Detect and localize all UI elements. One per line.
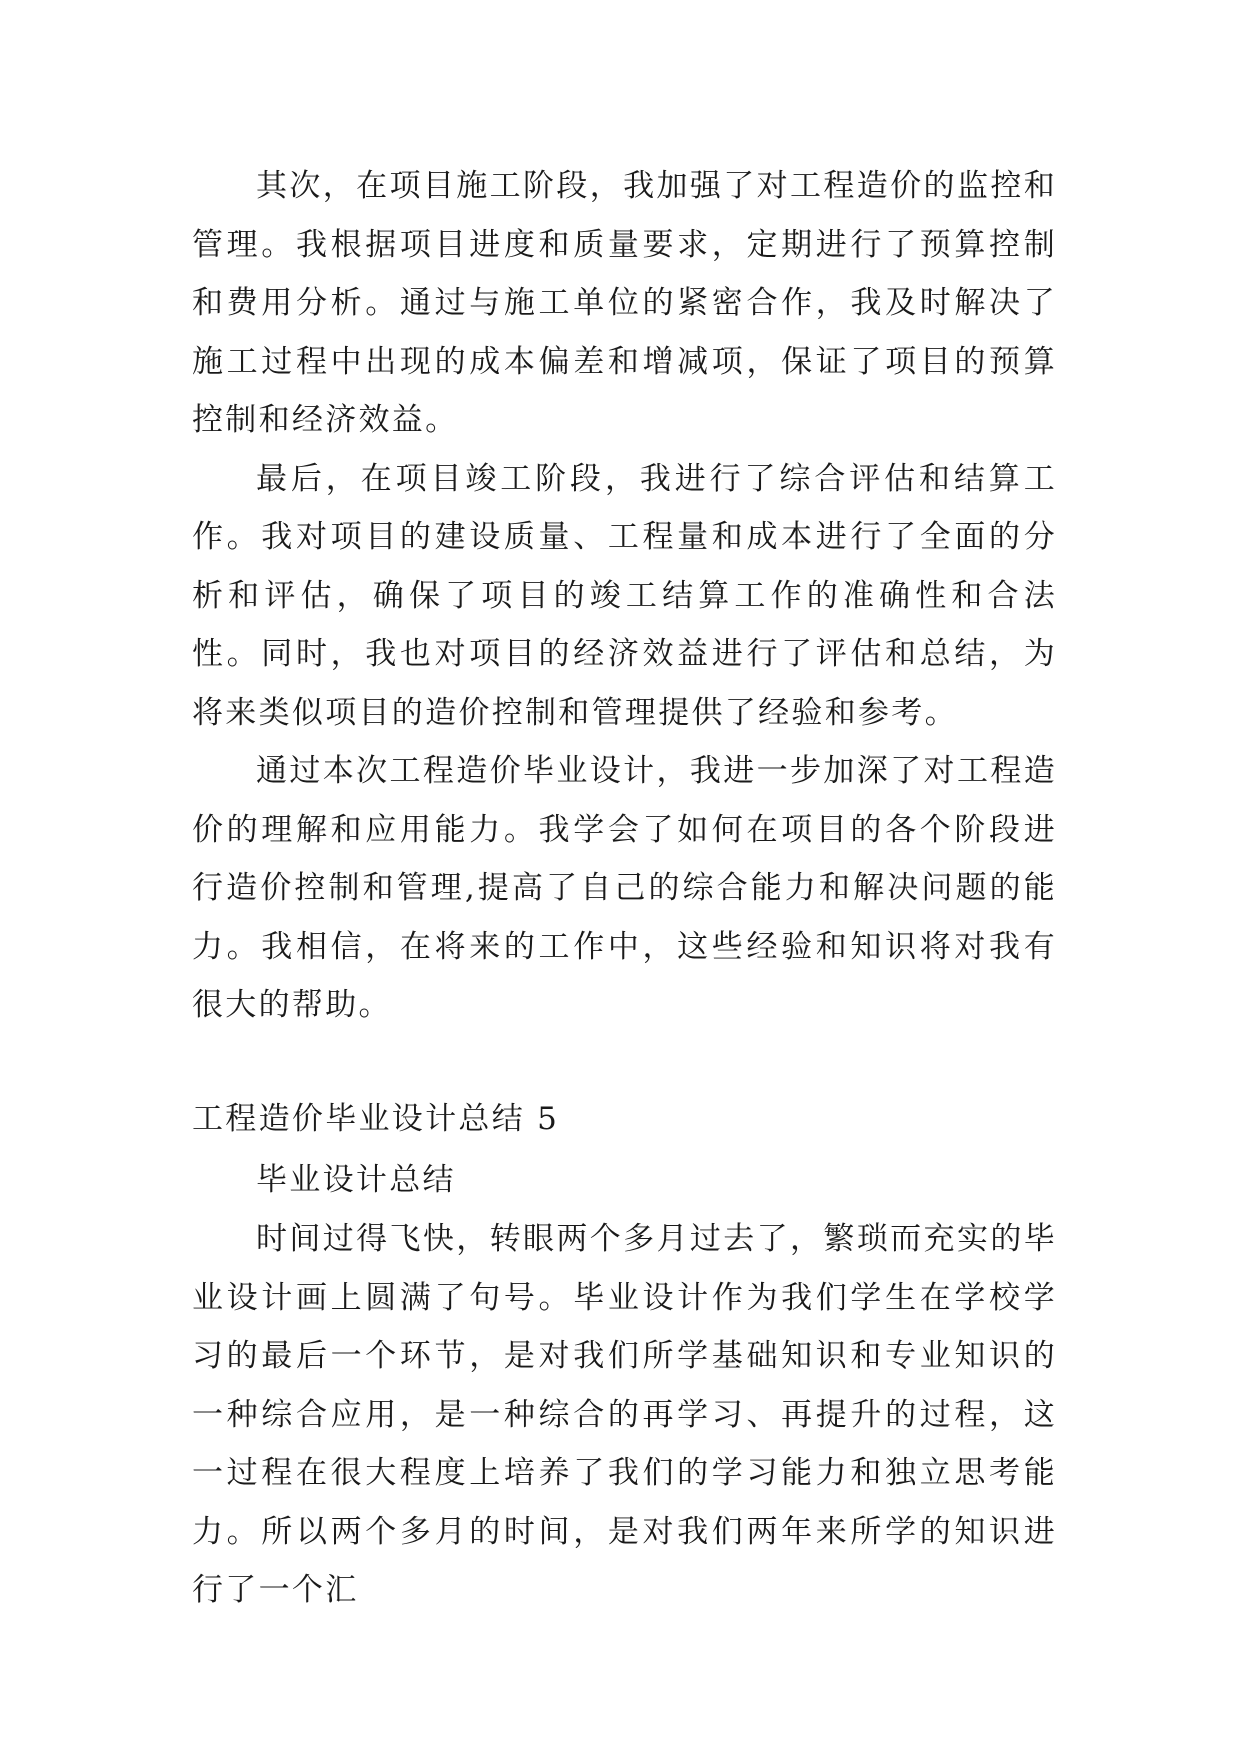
paragraph-completion-stage: 最后，在项目竣工阶段，我进行了综合评估和结算工作。我对项目的建设质量、工程量和成本进行了全面的分析和评估，确保了项目的竣工结算工作的准确性和合法性。同时，我也对项目的经济效益进行了评估和总结，为将来类似项目的造价控制和管理提供了经验和参考。 — [192, 460, 1057, 731]
paragraph-time-flies: 时间过得飞快，转眼两个多月过去了，繁琐而充实的毕业设计画上圆满了句号。毕业设计作为我们学生在学校学习的最后一个环节，是对我们所学基础知识和专业知识的一种综合应用，是一种综合的再学习、再提升的过程，这一过程在很大程度上培养了我们的学习能力和独立思考能力。所以两个多月的时间，是对我们两年来所学的知识进行了一个汇 — [192, 1221, 1057, 1608]
paragraph-construction-stage: 其次，在项目施工阶段，我加强了对工程造价的监控和管理。我根据项目进度和质量要求，定期进行了预算控制和费用分析。通过与施工单位的紧密合作，我及时解决了施工过程中出现的成本偏差和增减项，保证了项目的预算控制和经济效益。 — [192, 168, 1057, 438]
sub-title: 毕业设计总结 — [256, 1162, 456, 1198]
body-text-top — [192, 157, 1057, 1035]
body-text-bottom — [192, 1210, 1057, 1620]
paragraph-conclusion: 通过本次工程造价毕业设计，我进一步加深了对工程造价的理解和应用能力。我学会了如何在项目的各个阶段进行造价控制和管理,提高了自己的综合能力和解决问题的能力。我相信，在将来的工作中，这些经验和知识将对我有很大的帮助。 — [192, 753, 1057, 1023]
section-title: 工程造价毕业设计总结 5 — [192, 1101, 560, 1137]
